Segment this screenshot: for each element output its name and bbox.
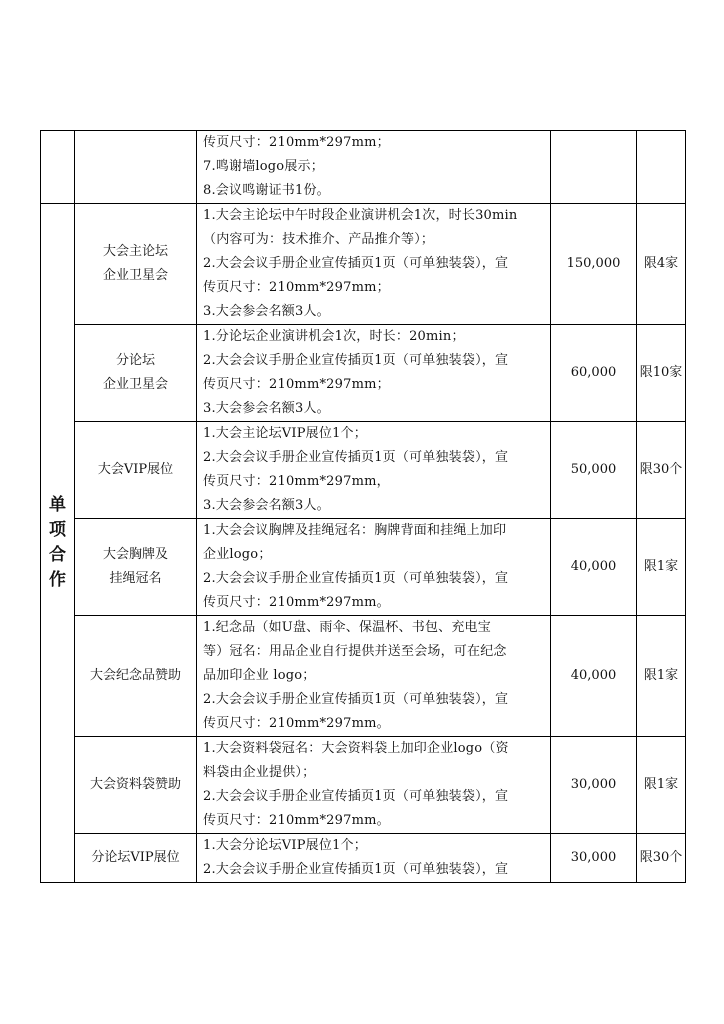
benefit-line: 1.大会主论坛VIP展位1个； (203, 426, 367, 441)
benefits-cell (197, 325, 551, 422)
benefits-cell (197, 737, 551, 834)
table-row (41, 422, 686, 519)
benefit-line: 料袋由企业提供）； (203, 765, 316, 780)
benefit-line: 7.鸣谢墙logo展示； (203, 159, 324, 174)
sponsorship-table (40, 130, 686, 883)
item-name-line: 分论坛VIP展位 (91, 850, 180, 865)
benefit-line: 传页尺寸：210mm*297mm； (203, 135, 390, 150)
benefit-line: 企业logo； (203, 547, 272, 562)
quota-cell: 限1家 (637, 616, 686, 737)
category-label: 单项合作 (49, 494, 66, 590)
quota-cell (637, 131, 686, 204)
benefit-line: 2.大会会议手册企业宣传插页1页（可单独装袋），宣 (203, 353, 509, 368)
benefit-line: 3.大会参会名额3人。 (203, 304, 330, 319)
table-row (41, 519, 686, 616)
benefit-line: 等）冠名：用品企业自行提供并送至会场，可在纪念 (203, 644, 507, 659)
benefits-cell (197, 616, 551, 737)
price-cell: 40,000 (551, 519, 637, 616)
item-name-line: 大会胸牌及 (102, 547, 168, 562)
benefit-line: 2.大会会议手册企业宣传插页1页（可单独装袋），宣 (203, 862, 509, 877)
benefit-line: 1.分论坛企业演讲机会1次，时长：20min； (203, 329, 465, 344)
benefit-line: 2.大会会议手册企业宣传插页1页（可单独装袋），宣 (203, 256, 509, 271)
item-name-line: 大会VIP展位 (97, 462, 174, 477)
benefit-line: 2.大会会议手册企业宣传插页1页（可单独装袋），宣 (203, 571, 509, 586)
benefit-line: 8.会议鸣谢证书1份。 (203, 183, 330, 198)
benefit-line: 传页尺寸：210mm*297mm。 (203, 716, 390, 731)
benefits-cell (197, 519, 551, 616)
benefit-line: 传页尺寸：210mm*297mm； (203, 280, 390, 295)
benefit-line: 1.大会主论坛中午时段企业演讲机会1次，时长30min (203, 208, 518, 223)
benefits-cell (197, 834, 551, 883)
benefit-line: 1.大会会议胸牌及挂绳冠名：胸牌背面和挂绳上加印 (203, 523, 507, 538)
item-name-cell (75, 204, 197, 325)
quota-cell: 限30个 (637, 834, 686, 883)
table-row (41, 204, 686, 325)
benefit-line: 传页尺寸：210mm*297mm； (203, 377, 390, 392)
benefits-cell (197, 422, 551, 519)
table-row (41, 131, 686, 204)
benefit-line: 品加印企业 logo； (203, 668, 316, 683)
price-cell: 30,000 (551, 737, 637, 834)
table-body (41, 131, 686, 883)
item-name-line: 企业卫星会 (102, 268, 168, 283)
item-name-cell (75, 325, 197, 422)
item-name-line: 大会资料袋赞助 (89, 777, 181, 792)
table-row (41, 325, 686, 422)
quota-cell: 限30个 (637, 422, 686, 519)
benefit-line: 传页尺寸：210mm*297mm， (203, 474, 390, 489)
price-cell: 50,000 (551, 422, 637, 519)
benefit-line: 2.大会会议手册企业宣传插页1页（可单独装袋），宣 (203, 450, 509, 465)
table-row (41, 737, 686, 834)
item-name-cell (75, 737, 197, 834)
benefit-line: 传页尺寸：210mm*297mm。 (203, 813, 390, 828)
benefit-line: 2.大会会议手册企业宣传插页1页（可单独装袋），宣 (203, 789, 509, 804)
benefit-line: 1.大会资料袋冠名：大会资料袋上加印企业logo（资 (203, 741, 509, 756)
item-name-cell (75, 616, 197, 737)
table-row (41, 834, 686, 883)
item-name-line: 大会主论坛 (102, 244, 168, 259)
item-name-line: 挂绳冠名 (109, 571, 162, 586)
item-name-cell (75, 422, 197, 519)
benefit-line: 1.纪念品（如U盘、雨伞、保温杯、书包、充电宝 (203, 620, 491, 635)
item-name-cell (75, 834, 197, 883)
price-cell: 150,000 (551, 204, 637, 325)
price-cell: 40,000 (551, 616, 637, 737)
price-cell (551, 131, 637, 204)
benefit-line: （内容可为：技术推介、产品推介等）； (203, 232, 435, 247)
item-name-line: 企业卫星会 (102, 377, 168, 392)
price-cell: 60,000 (551, 325, 637, 422)
quota-cell: 限1家 (637, 519, 686, 616)
category-cell-continued (41, 131, 75, 204)
item-name-line: 分论坛 (115, 353, 155, 368)
benefit-line: 传页尺寸：210mm*297mm。 (203, 595, 390, 610)
item-name-cell (75, 519, 197, 616)
category-cell (41, 204, 75, 883)
benefits-cell (197, 204, 551, 325)
table-row (41, 616, 686, 737)
quota-cell: 限4家 (637, 204, 686, 325)
benefit-line: 3.大会参会名额3人。 (203, 498, 330, 513)
benefit-line: 1.大会分论坛VIP展位1个； (203, 838, 367, 853)
benefit-line: 2.大会会议手册企业宣传插页1页（可单独装袋），宣 (203, 692, 509, 707)
item-name-line: 大会纪念品赞助 (89, 668, 181, 683)
item-name-cell (75, 131, 197, 204)
quota-cell: 限10家 (637, 325, 686, 422)
benefit-line: 3.大会参会名额3人。 (203, 401, 330, 416)
quota-cell: 限1家 (637, 737, 686, 834)
benefits-cell (197, 131, 551, 204)
price-cell: 30,000 (551, 834, 637, 883)
